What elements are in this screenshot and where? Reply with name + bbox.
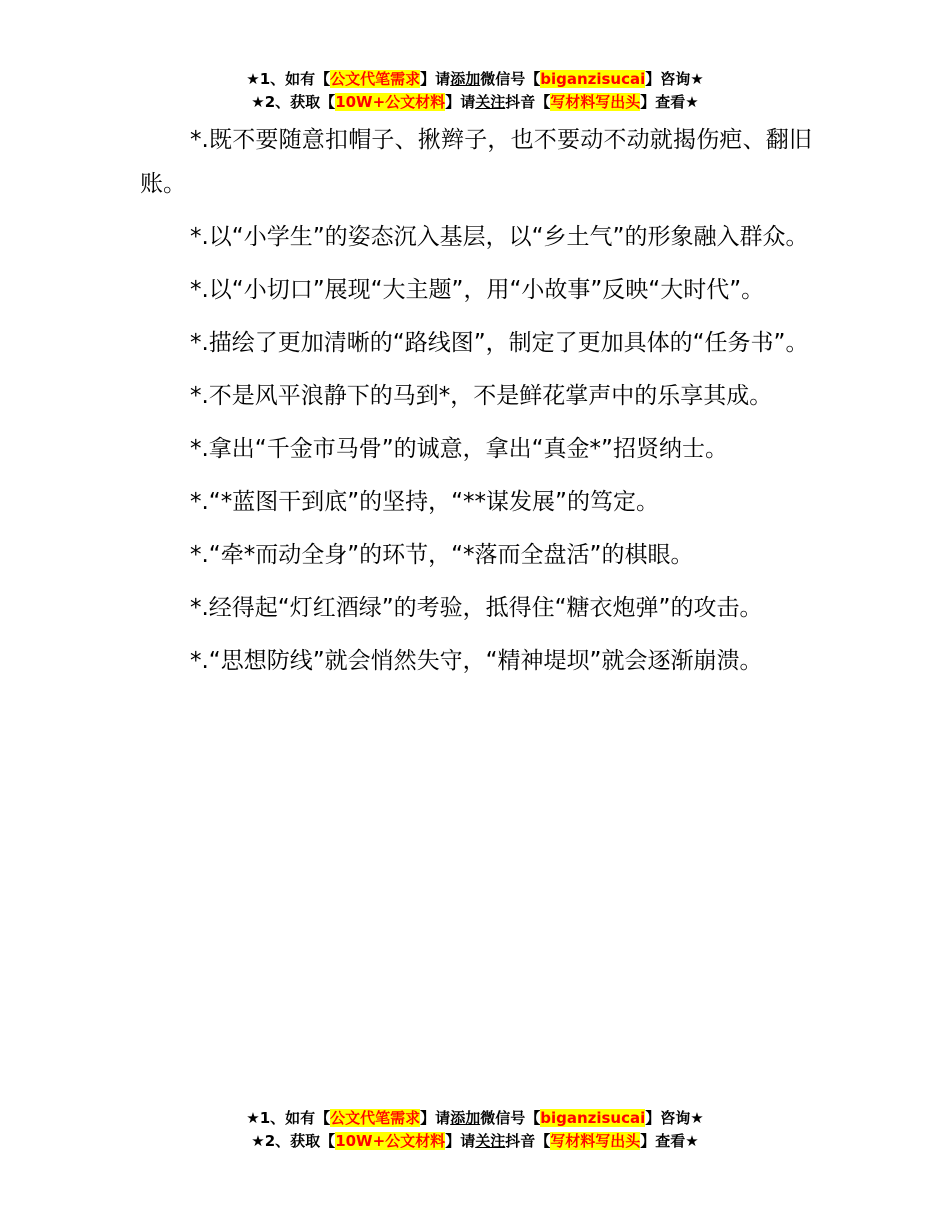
document-body: [140, 118, 812, 692]
banner-text: 】请: [420, 1109, 451, 1127]
paragraph: *.拿出“千金市马骨”的诚意，拿出“真金*”招贤纳士。: [190, 436, 728, 462]
underlined-text: 添加: [450, 70, 481, 88]
highlight-materials: 10W+公文材料: [335, 93, 446, 111]
highlight-materials: 10W+公文材料: [335, 1132, 446, 1150]
paragraph: *.“牵*而动全身”的环节，“*落而全盘活”的棋眼。: [190, 542, 694, 568]
banner-text: 】咨询★: [645, 1109, 704, 1127]
banner-text: ★2、获取【: [251, 93, 336, 111]
highlight-douyin-id: 写材料写出头: [550, 93, 641, 111]
underlined-text: 关注: [475, 93, 506, 111]
highlight-douyin-id: 写材料写出头: [550, 1132, 641, 1150]
paragraph: *.“*蓝图干到底”的坚持，“**谋发展”的笃定。: [190, 489, 659, 515]
banner-line-1: [0, 1107, 950, 1130]
highlight-wechat-id: biganzisucai: [540, 70, 646, 88]
banner-text: 】请: [420, 70, 451, 88]
paragraph: *.“思想防线”就会悄然失守，“精神堤坝”就会逐渐崩溃。: [190, 648, 763, 674]
banner-text: 】咨询★: [645, 70, 704, 88]
banner-line-2: [0, 91, 950, 114]
paragraph: *.以“小学生”的姿态沉入基层，以“乡土气”的形象融入群众。: [190, 224, 809, 250]
banner-text: 微信号【: [480, 1109, 541, 1127]
paragraph: *.描绘了更加清晰的“路线图”，制定了更加具体的“任务书”。: [190, 330, 809, 356]
banner-text: 】查看★: [640, 93, 699, 111]
paragraph: *.经得起“灯红酒绿”的考验，抵得住“糖衣炮弹”的攻击。: [190, 595, 763, 621]
banner-line-1: [0, 68, 950, 91]
banner-text: ★1、如有【: [246, 70, 331, 88]
header-banner: [0, 68, 950, 114]
banner-text: 抖音【: [505, 1132, 551, 1150]
paragraph: *.既不要随意扣帽子、揪辫子，也不要动不动就揭伤疤、翻旧账。: [140, 127, 812, 197]
underlined-text: 添加: [450, 1109, 481, 1127]
paragraph: *.不是风平浪静下的马到*，不是鲜花掌声中的乐享其成。: [190, 383, 773, 409]
banner-text: 抖音【: [505, 93, 551, 111]
banner-text: ★1、如有【: [246, 1109, 331, 1127]
banner-text: 】请: [445, 93, 476, 111]
banner-text: 】请: [445, 1132, 476, 1150]
footer-banner: [0, 1107, 950, 1153]
banner-text: 微信号【: [480, 70, 541, 88]
highlight-service: 公文代笔需求: [330, 70, 421, 88]
banner-text: 】查看★: [640, 1132, 699, 1150]
paragraph: *.以“小切口”展现“大主题”，用“小故事”反映“大时代”。: [190, 277, 765, 303]
banner-line-2: [0, 1130, 950, 1153]
highlight-wechat-id: biganzisucai: [540, 1109, 646, 1127]
underlined-text: 关注: [475, 1132, 506, 1150]
highlight-service: 公文代笔需求: [330, 1109, 421, 1127]
banner-text: ★2、获取【: [251, 1132, 336, 1150]
